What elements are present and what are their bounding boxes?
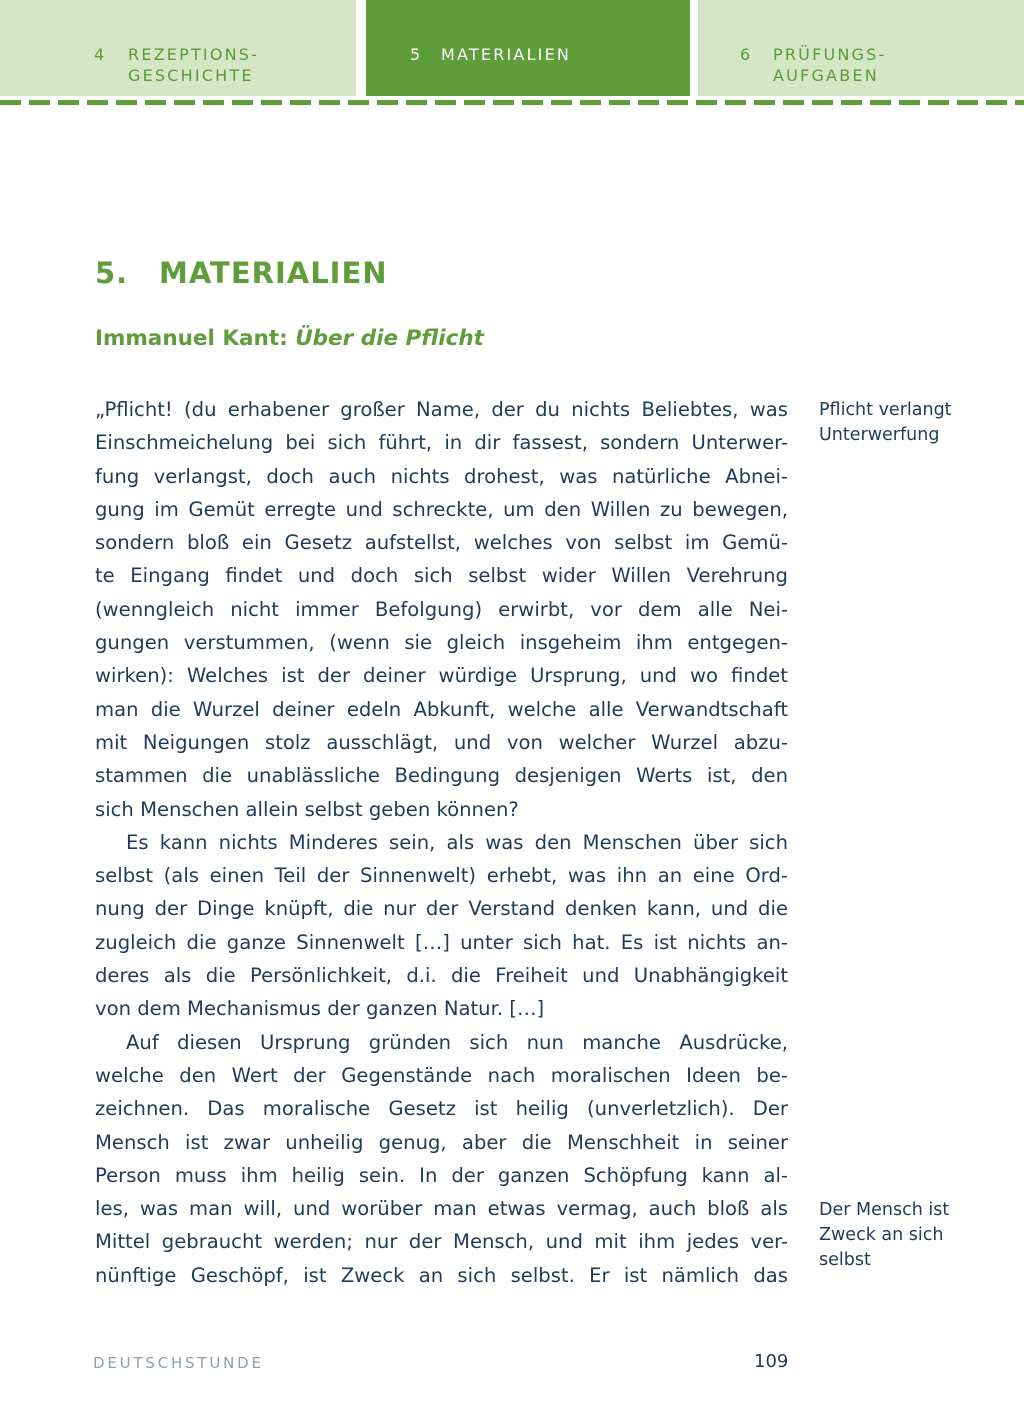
text-line: Person muss ihm heilig sein. In der ganzen Schöpfung kann al- (95, 1163, 788, 1187)
text-line: zeichnen. Das moralische Gesetz ist heilig (unverletzlich). Der (95, 1097, 788, 1121)
text-line: Mensch ist zwar unheilig genug, aber die Menschheit in seiner (95, 1130, 788, 1154)
page-number: 109 (754, 1351, 789, 1372)
tab-number: 6 (740, 45, 753, 64)
tab-label (773, 44, 887, 86)
text-line: gungen verstummen, (wenn sie gleich insgeheim ihm entgegen- (95, 631, 788, 655)
tab-number: 4 (94, 45, 107, 64)
tab-pruefungsaufgaben[interactable] (698, 0, 1024, 96)
text-line: fung verlangst, doch auch nichts drohest, was natürliche Abnei- (95, 464, 788, 488)
chapter-title: MATERIALIEN (159, 256, 388, 290)
section-work-title: Über die Pflicht (295, 326, 484, 351)
margin-note (819, 1198, 949, 1273)
tab-label-line1: PRÜFUNGS- (773, 45, 887, 64)
text-line: von dem Mechanismus der ganzen Natur. […] (95, 997, 545, 1021)
section-author: Immanuel Kant: (95, 326, 296, 351)
text-line: mit Neigungen stolz ausschlägt, und von welcher Wurzel abzu- (95, 730, 788, 754)
text-line: sondern bloß ein Gesetz aufstellst, welches von selbst im Gemü- (95, 531, 788, 555)
margin-note-line: Zweck an sich (819, 1225, 944, 1245)
footer-book-title: DEUTSCHSTUNDE (93, 1354, 264, 1372)
text-line: les, was man will, und worüber man etwas vermag, auch bloß als (95, 1197, 788, 1221)
text-line: nünftige Geschöpf, ist Zweck an sich selbst. Er ist nämlich das (95, 1263, 788, 1287)
margin-note-line: Der Mensch ist (819, 1200, 950, 1220)
text-line: Es kann nichts Minderes sein, als was den Menschen über sich (126, 830, 788, 854)
dashed-divider (0, 100, 1024, 105)
text-line: welche den Wert der Gegenstände nach moralischen Ideen be- (95, 1063, 788, 1087)
chapter-nav (0, 0, 1024, 96)
text-line: gung im Gemüt erregte und schreckte, um den Willen zu bewegen, (95, 497, 788, 521)
text-line: nung der Dinge knüpft, die nur der Verstand denken kann, und die (95, 897, 788, 921)
text-line: selbst (als einen Teil der Sinnenwelt) erhebt, was ihn an eine Ord- (95, 864, 788, 888)
text-line: (wenngleich nicht immer Befolgung) erwirbt, vor dem alle Nei- (95, 597, 788, 621)
text-line: Mittel gebraucht werden; nur der Mensch, und mit ihm jedes ver- (95, 1230, 788, 1254)
text-line: Auf diesen Ursprung gründen sich nun manche Ausdrücke, (126, 1030, 788, 1054)
margin-note-line: Pflicht verlangt (819, 400, 952, 420)
tab-rezeptionsgeschichte[interactable] (0, 0, 356, 96)
tab-label-line1: REZEPTIONS- (128, 45, 260, 64)
tab-label-line2: AUFGABEN (773, 66, 879, 85)
text-line: te Eingang findet und doch sich selbst wider Willen Verehrung (95, 564, 788, 588)
margin-note-line: selbst (819, 1250, 871, 1270)
text-line: stammen die unablässliche Bedingung desjenigen Werts ist, den (95, 764, 788, 788)
quote-text (95, 393, 788, 1292)
tab-label-line1: MATERIALIEN (441, 45, 572, 64)
chapter-number: 5. (95, 256, 129, 290)
text-line: Einschmeichelung bei sich führt, in dir fassest, sondern Unterwer- (95, 431, 788, 455)
text-line: „Pflicht! (du erhabener großer Name, der du nichts Beliebtes, was (95, 398, 788, 421)
tab-label-line2: GESCHICHTE (128, 66, 254, 85)
section-heading (95, 326, 484, 351)
text-line: wirken): Welches ist der deiner würdige Ursprung, und wo findet (95, 664, 788, 688)
margin-note-line: Unterwerfung (819, 425, 940, 445)
chapter-heading (95, 256, 388, 290)
tab-materialien[interactable] (366, 0, 690, 96)
text-line: man die Wurzel deiner edeln Abkunft, welche alle Verwandtschaft (95, 697, 788, 721)
text-line: deres als die Persönlichkeit, d.i. die Freiheit und Unabhängigkeit (95, 964, 788, 988)
tab-label (441, 44, 571, 65)
text-line: zugleich die ganze Sinnenwelt […] unter sich hat. Es ist nichts an- (95, 930, 788, 954)
text-line: sich Menschen allein selbst geben können? (95, 797, 519, 821)
margin-note (819, 398, 952, 448)
tab-number: 5 (410, 45, 423, 64)
tab-label (128, 44, 259, 86)
